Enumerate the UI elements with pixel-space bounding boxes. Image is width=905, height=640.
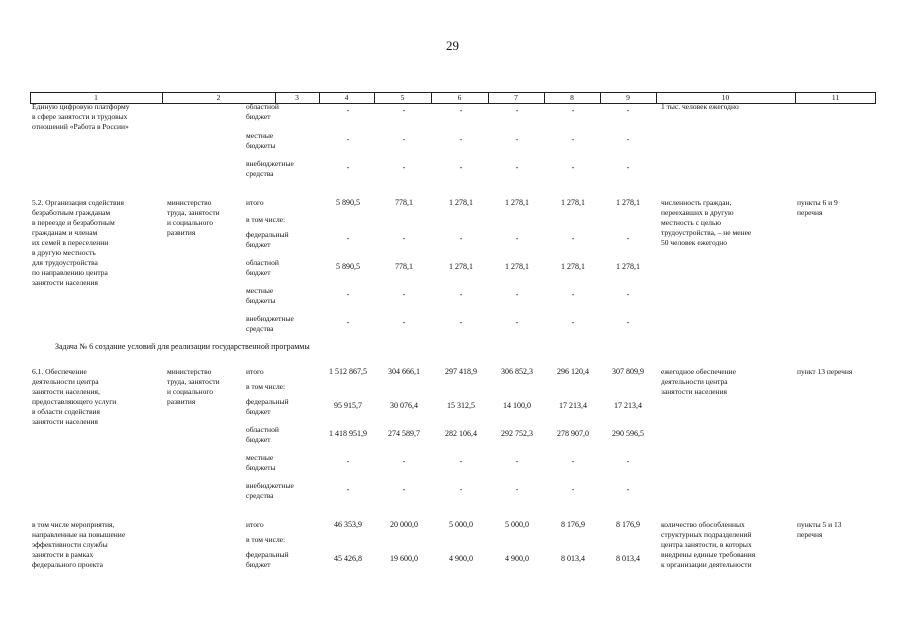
row-responsible-text: развития [167, 397, 196, 406]
row-activity-text: гражданам и членам [32, 228, 98, 237]
funding-value-cell: 8 176,9 [616, 520, 640, 529]
column-number-9: 9 [626, 93, 630, 102]
row-reference-text: пункты 5 и 13 [797, 520, 842, 529]
row-responsible-text: министерство [167, 367, 212, 376]
funding-value-cell: - [515, 318, 519, 327]
row-responsible-text: министерство [167, 198, 212, 207]
funding-value-cell: 290 596,5 [612, 429, 644, 438]
funding-value-cell: - [626, 163, 630, 172]
row-responsible-text: и социального [167, 387, 213, 396]
funding-source-label: бюджет [246, 560, 271, 569]
funding-source-label: средства [246, 491, 274, 500]
funding-value-cell: - [571, 106, 575, 115]
funding-value-cell: 1 278,1 [561, 198, 585, 207]
funding-source-label: итого [246, 520, 264, 529]
column-divider [162, 93, 163, 103]
funding-value-cell: 1 278,1 [561, 262, 585, 271]
row-responsible-text: труда, занятости [167, 208, 220, 217]
funding-value-cell: 307 809,9 [612, 367, 644, 376]
funding-value-cell: - [626, 290, 630, 299]
row-activity-text: направленные на повышение [32, 530, 126, 539]
row-reference-text: перечня [797, 208, 823, 217]
funding-value-cell: - [402, 135, 406, 144]
funding-value-cell: - [626, 234, 630, 243]
row-activity-text: в сфере занятости и трудовых [32, 112, 128, 121]
column-number-8: 8 [570, 93, 574, 102]
funding-value-cell: - [571, 457, 575, 466]
funding-value-cell: - [346, 234, 350, 243]
funding-value-cell: - [626, 106, 630, 115]
funding-value-cell: - [571, 234, 575, 243]
row-activity-text: 5.2. Организация содействия [32, 198, 124, 207]
funding-value-cell: - [346, 457, 350, 466]
funding-value-cell: 8 176,9 [561, 520, 585, 529]
funding-value-cell: 282 106,4 [445, 429, 477, 438]
task-heading: Задача № 6 создание условий для реализации государственной программы [55, 342, 310, 351]
row-responsible-text: труда, занятости [167, 377, 220, 386]
funding-source-label: бюджеты [246, 296, 276, 305]
funding-value-cell: - [571, 485, 575, 494]
row-reference-text: перечня [797, 530, 823, 539]
funding-value-cell: 274 589,7 [388, 429, 420, 438]
funding-value-cell: - [402, 163, 406, 172]
funding-source-label: средства [246, 324, 274, 333]
funding-value-cell: - [402, 318, 406, 327]
column-number-6: 6 [457, 93, 462, 102]
row-indicator-text: центра занятости, в которых [661, 540, 752, 549]
funding-value-cell: 5 890,5 [336, 262, 360, 271]
funding-value-cell: 296 120,4 [557, 367, 589, 376]
funding-value-cell: 297 418,9 [445, 367, 477, 376]
funding-source-label: бюджет [246, 240, 271, 249]
funding-value-cell: - [571, 290, 575, 299]
funding-source-label: бюджет [246, 268, 271, 277]
row-activity-text: в другую местность [32, 248, 96, 257]
funding-source-label: местные [246, 453, 274, 462]
column-divider [656, 93, 657, 103]
funding-value-cell: - [515, 135, 519, 144]
funding-value-cell: 17 213,4 [559, 401, 587, 410]
funding-value-cell: - [571, 163, 575, 172]
funding-value-cell: - [402, 485, 406, 494]
funding-value-cell: - [402, 234, 406, 243]
funding-value-cell: 4 900,0 [449, 554, 473, 563]
funding-value-cell: - [459, 318, 463, 327]
funding-source-label: средства [246, 169, 274, 178]
funding-value-cell: 304 666,1 [388, 367, 420, 376]
funding-value-cell: - [459, 485, 463, 494]
column-number-header [30, 92, 876, 104]
column-number-7: 7 [514, 93, 518, 102]
funding-value-cell: - [402, 457, 406, 466]
funding-value-cell: 278 907,0 [557, 429, 589, 438]
funding-value-cell: - [459, 135, 463, 144]
row-indicator-text: местность с целью [661, 218, 722, 227]
row-activity-text: по направлению центра [32, 268, 108, 277]
funding-value-cell: 5 890,5 [336, 198, 360, 207]
funding-source-label: итого [246, 367, 264, 376]
row-indicator-text: внедрены единые требования [661, 550, 756, 559]
row-indicator-text: занятости населения [661, 387, 728, 396]
funding-value-cell: 45 426,8 [334, 554, 362, 563]
column-number-1: 1 [94, 93, 98, 102]
funding-value-cell: - [515, 485, 519, 494]
column-number-4: 4 [344, 93, 349, 102]
funding-value-cell: 95 915,7 [334, 401, 362, 410]
funding-source-label: бюджеты [246, 463, 276, 472]
funding-value-cell: 19 600,0 [390, 554, 418, 563]
funding-value-cell: 17 213,4 [614, 401, 642, 410]
funding-source-label: федеральный [246, 397, 289, 406]
funding-value-cell: - [515, 163, 519, 172]
funding-value-cell: - [459, 234, 463, 243]
funding-value-cell: 14 100,0 [503, 401, 531, 410]
funding-value-cell: - [346, 163, 350, 172]
funding-source-label: итого [246, 198, 264, 207]
funding-source-label: федеральный [246, 550, 289, 559]
funding-value-cell: - [626, 135, 630, 144]
row-activity-text: предоставляющего услуги [32, 397, 117, 406]
column-divider [319, 93, 320, 103]
funding-source-label: бюджет [246, 112, 271, 121]
row-activity-text: эффективности службы [32, 540, 108, 549]
row-reference-text: пункты 6 и 9 [797, 198, 838, 207]
budget-table [30, 92, 876, 569]
funding-value-cell: - [626, 457, 630, 466]
funding-source-label: внебюджетные [246, 159, 294, 168]
funding-value-cell: 8 013,4 [616, 554, 640, 563]
row-activity-text: отношений «Работа в России» [32, 122, 129, 131]
row-indicator-text: к организации деятельности [661, 560, 752, 569]
column-divider [488, 93, 489, 103]
funding-source-label: в том числе: [246, 535, 286, 544]
column-number-11: 11 [831, 93, 840, 102]
funding-value-cell: - [402, 290, 406, 299]
row-indicator-text: деятельности центра [661, 377, 728, 386]
column-divider [875, 93, 876, 103]
row-indicator-text: 1 тыс. человек ежегодно [661, 102, 739, 111]
funding-value-cell: 1 278,1 [449, 198, 473, 207]
funding-value-cell: - [459, 290, 463, 299]
funding-value-cell: - [346, 135, 350, 144]
row-activity-text: занятости в рамках [32, 550, 94, 559]
row-activity-text: в области содействия [32, 407, 100, 416]
funding-source-label: в том числе: [246, 382, 286, 391]
funding-value-cell: 30 076,4 [390, 401, 418, 410]
funding-value-cell: 1 278,1 [449, 262, 473, 271]
column-divider [374, 93, 375, 103]
funding-value-cell: - [459, 106, 463, 115]
row-activity-text: деятельности центра [32, 377, 99, 386]
column-divider [795, 93, 796, 103]
row-activity-text: для трудоустройства [32, 258, 98, 267]
funding-source-label: внебюджетные [246, 481, 294, 490]
funding-value-cell: - [346, 485, 350, 494]
row-activity-text: в том числе мероприятия, [32, 520, 115, 529]
row-indicator-text: структурных подразделений [661, 530, 752, 539]
funding-value-cell: - [515, 290, 519, 299]
funding-value-cell: 1 512 867,5 [329, 367, 367, 376]
row-activity-text: занятости населения [32, 417, 99, 426]
funding-value-cell: 1 418 951,9 [329, 429, 367, 438]
funding-value-cell: 4 900,0 [505, 554, 529, 563]
funding-value-cell: 1 278,1 [616, 198, 640, 207]
funding-source-label: местные [246, 131, 274, 140]
column-divider [431, 93, 432, 103]
funding-value-cell: 46 353,9 [334, 520, 362, 529]
funding-value-cell: - [626, 318, 630, 327]
column-number-3: 3 [295, 93, 299, 102]
funding-source-label: в том числе: [246, 215, 286, 224]
row-activity-text: занятости населения, [32, 387, 100, 396]
row-activity-text: их семей в переселении [32, 238, 109, 247]
funding-source-label: бюджеты [246, 141, 276, 150]
row-activity-text: занятости населения [32, 278, 99, 287]
column-divider [544, 93, 545, 103]
row-indicator-text: трудоустройства, – не менее [661, 228, 752, 237]
funding-source-label: бюджет [246, 407, 271, 416]
funding-value-cell: - [459, 457, 463, 466]
row-indicator-text: 50 человек ежегодно [661, 238, 728, 247]
funding-source-label: внебюджетные [246, 314, 294, 323]
column-divider [600, 93, 601, 103]
funding-value-cell: 5 000,0 [505, 520, 529, 529]
funding-value-cell: 1 278,1 [505, 262, 529, 271]
funding-source-label: областной [246, 258, 279, 267]
funding-value-cell: 778,1 [395, 262, 413, 271]
column-number-5: 5 [400, 93, 405, 102]
funding-value-cell: 1 278,1 [505, 198, 529, 207]
funding-value-cell: 5 000,0 [449, 520, 473, 529]
funding-value-cell: - [515, 457, 519, 466]
funding-value-cell: - [515, 234, 519, 243]
funding-value-cell: - [459, 163, 463, 172]
row-responsible-text: развития [167, 228, 196, 237]
column-number-2: 2 [216, 93, 221, 102]
funding-value-cell: - [571, 135, 575, 144]
column-number-10: 10 [721, 93, 730, 102]
row-indicator-text: количество обособленных [661, 520, 745, 529]
row-activity-text: федерального проекта [32, 560, 103, 569]
row-responsible-text: и социального [167, 218, 213, 227]
funding-value-cell: 306 852,3 [501, 367, 533, 376]
funding-source-label: федеральный [246, 230, 289, 239]
funding-value-cell: 15 312,5 [447, 401, 475, 410]
funding-value-cell: - [402, 106, 406, 115]
page-number: 29 [446, 38, 459, 53]
funding-value-cell: - [346, 290, 350, 299]
row-reference-text: пункт 13 перечня [797, 367, 853, 376]
funding-source-label: бюджет [246, 435, 271, 444]
column-divider [30, 93, 31, 103]
funding-value-cell: 1 278,1 [616, 262, 640, 271]
row-activity-text: в переезде и безработным [32, 218, 115, 227]
row-indicator-text: ежегодное обеспечение [661, 367, 736, 376]
funding-value-cell: - [346, 318, 350, 327]
funding-source-label: областной [246, 425, 279, 434]
row-activity-text: Единую цифровую платформу [32, 102, 130, 111]
funding-value-cell: 778,1 [395, 198, 413, 207]
row-activity-text: безработным гражданам [32, 208, 111, 217]
funding-value-cell: 292 752,3 [501, 429, 533, 438]
funding-source-label: областной [246, 102, 279, 111]
row-indicator-text: переехавших в другую [661, 208, 734, 217]
funding-source-label: местные [246, 286, 274, 295]
funding-value-cell: 8 013,4 [561, 554, 585, 563]
funding-value-cell: - [571, 318, 575, 327]
row-indicator-text: численность граждан, [661, 198, 732, 207]
funding-value-cell: - [626, 485, 630, 494]
funding-value-cell: - [346, 106, 350, 115]
funding-value-cell: - [515, 106, 519, 115]
funding-value-cell: 20 000,0 [390, 520, 418, 529]
row-activity-text: 6.1. Обеспечение [32, 367, 87, 376]
